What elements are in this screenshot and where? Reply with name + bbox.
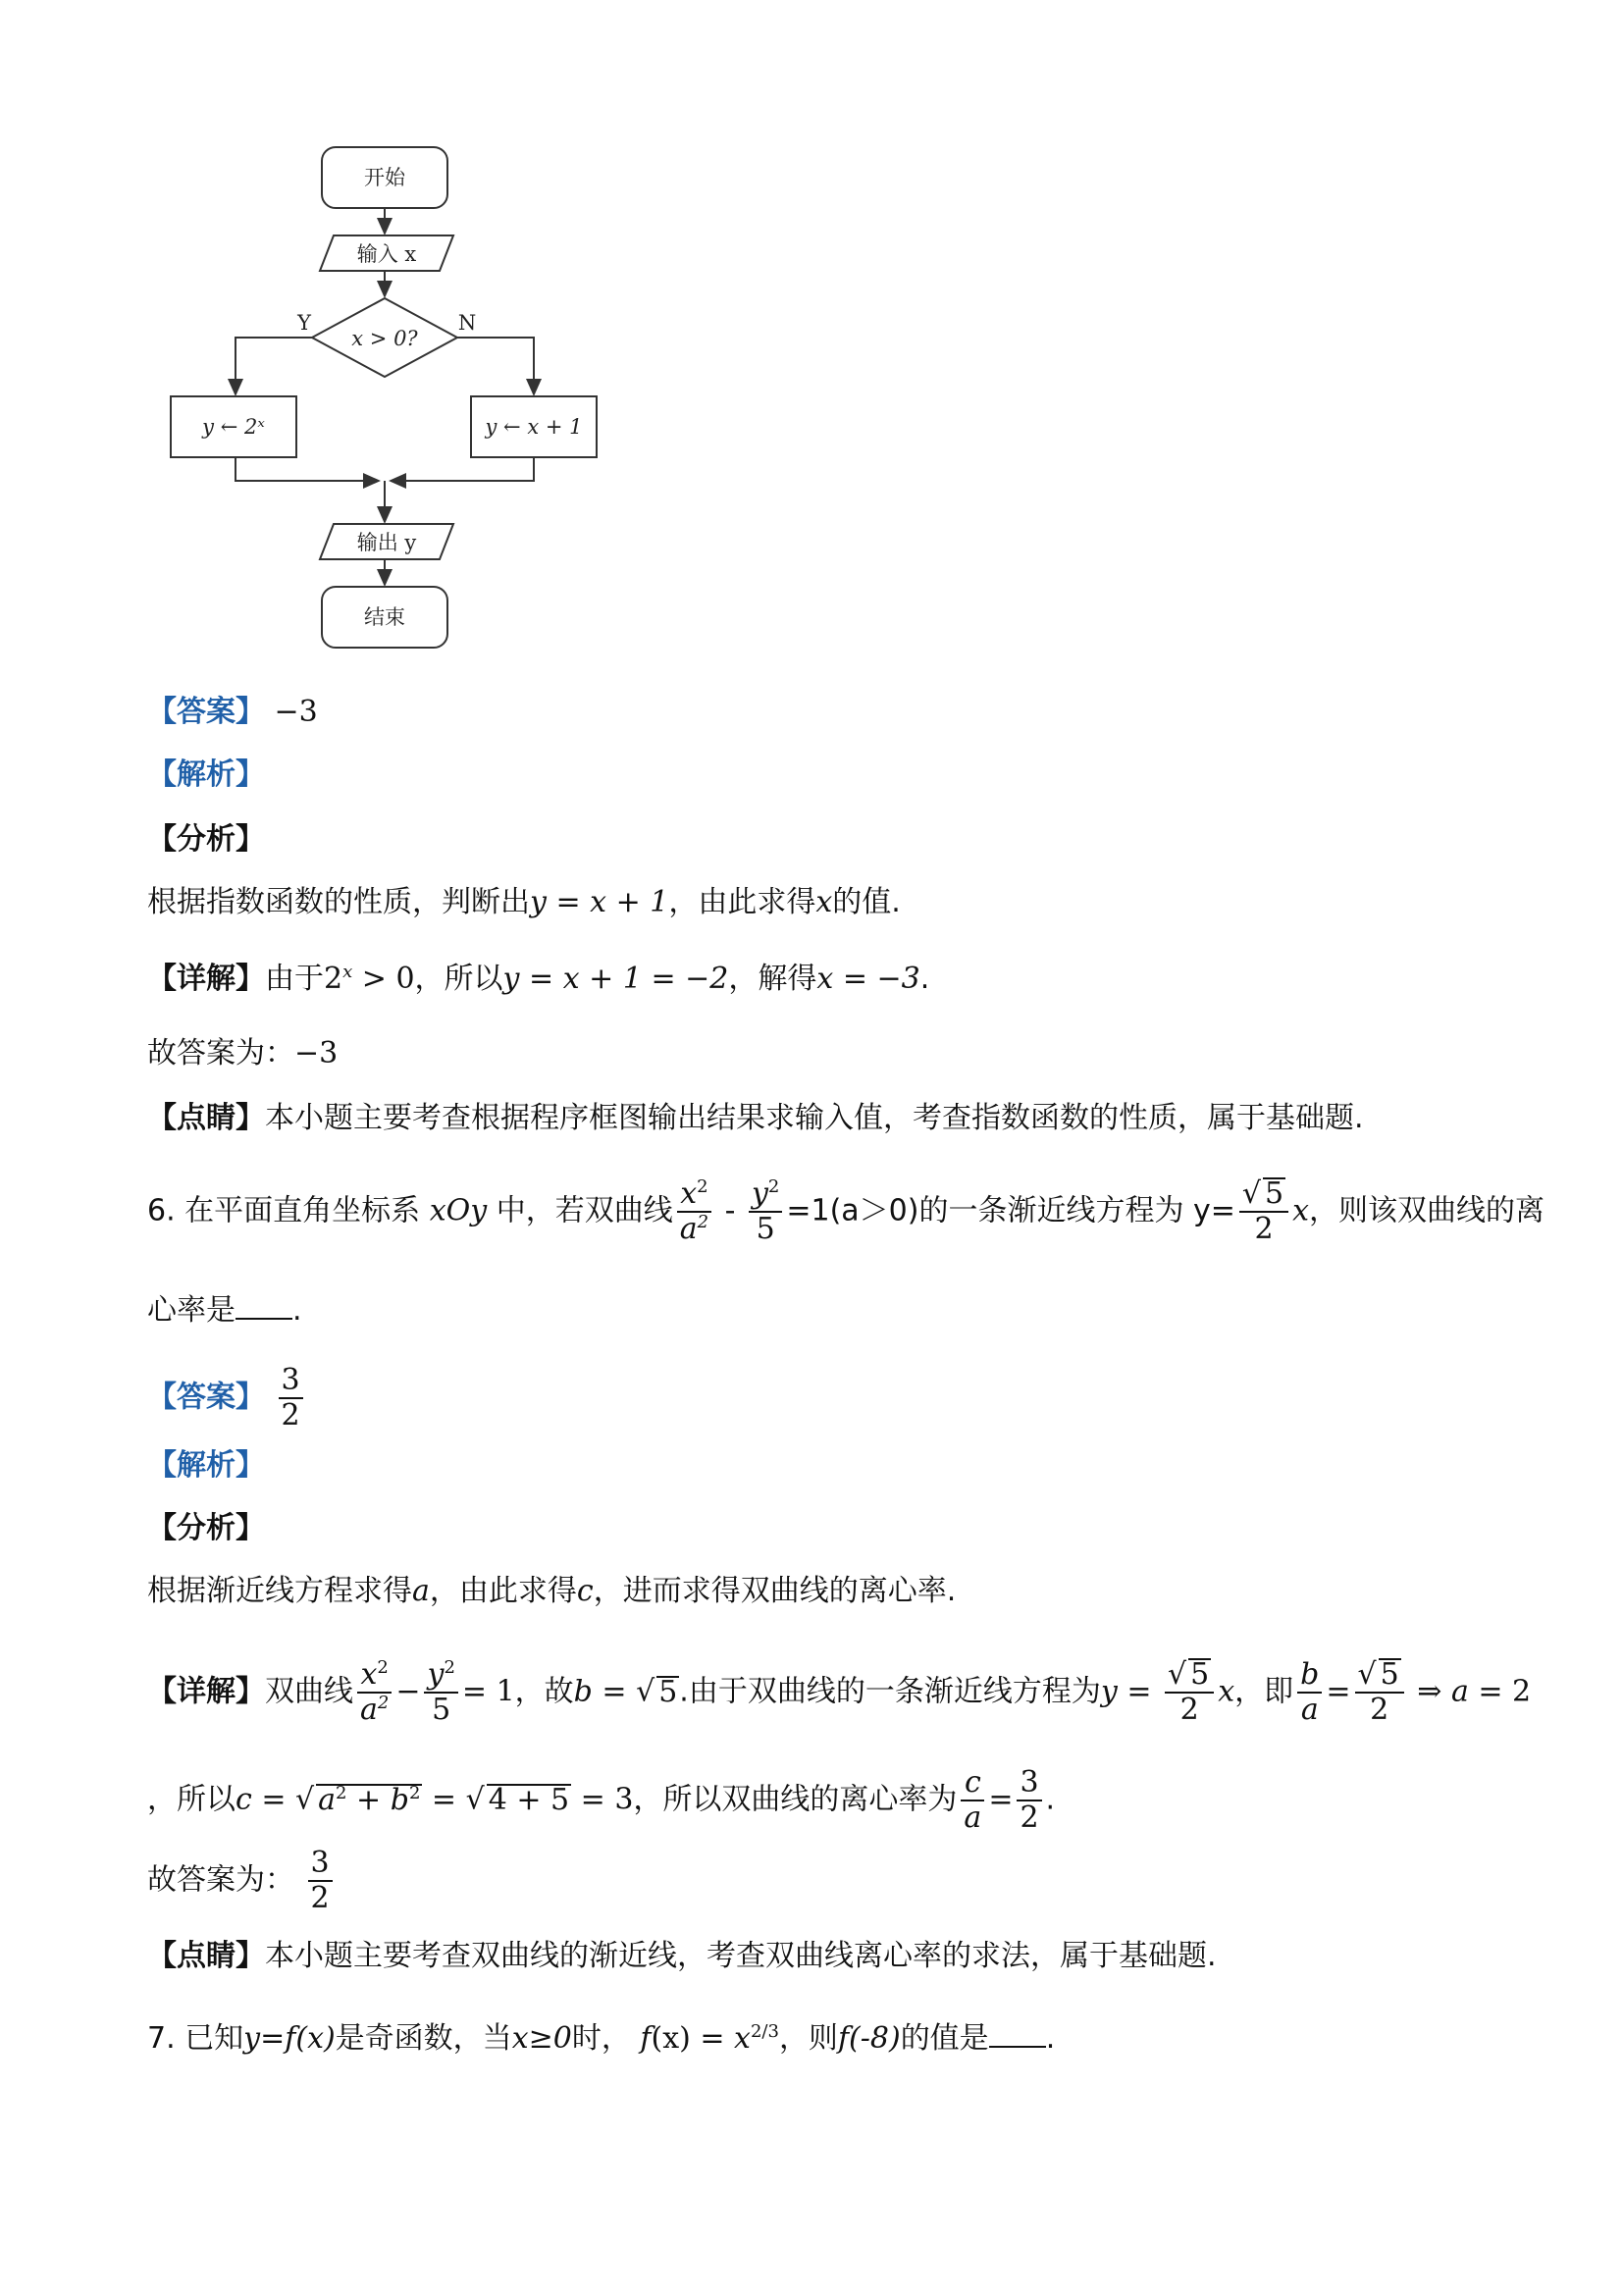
q6-answer: 【答案】 $\frac{3}{2}$ <box>147 1364 307 1433</box>
q5-remark: 【点睛】本小题主要考查根据程序框图输出结果求输入值，考查指数函数的性质，属于基础题. <box>147 1101 1364 1135</box>
q5-conclusion: 故答案为：−3 <box>147 1036 339 1070</box>
flow-yes-branch-label: Y <box>297 311 311 335</box>
flow-input-label: 输入 x <box>356 242 417 266</box>
flow-yes-assign-label: y ← 2ˣ <box>202 415 265 439</box>
q6-fenxi-text: 根据渐近线方程求得a，由此求得c，进而求得双曲线的离心率. <box>147 1574 957 1608</box>
answer-blank <box>989 2020 1046 2048</box>
flowchart <box>157 137 628 667</box>
answer-blank <box>236 1292 292 1320</box>
q5-fenxi-text: 根据指数函数的性质，判断出y = x + 1，由此求得x的值. <box>147 885 901 919</box>
flow-start-label: 开始 <box>364 166 405 189</box>
q5-detail: 【详解】由于$2^x > 0$，所以y = x + 1 = −2，解得x = −3. <box>147 962 930 996</box>
q5-fenxi-heading: 【分析】 <box>147 822 265 857</box>
q7-question: 7. 已知y=f(x)是奇函数，当x≥0时， $f(x) = x^{2/3}$，则f(-8)的值是 . <box>147 2021 1056 2056</box>
q6-detail: 【详解】双曲线 $\frac{x^2}{a^2}$ − $\frac{y^2}{5}$ = 1，故b = √ 5.由于双曲线的一条渐近线方程为y = $\frac{√ 5}{2}$ x，即 $\frac{b}{a}$ = $\frac{√ 5}{2}$ ⇒ a = 2 <box>147 1657 1532 1727</box>
q6-question: 6. 在平面直角坐标系 xOy 中，若双曲线 $\frac{x^2}{a^2}$ - $\frac{y^2}{5}$ =1(a＞0)的一条渐近线方程为 y= $\frac{√ 5}{2}$ x，则该双曲线的离 <box>147 1176 1545 1246</box>
q5-answer: 【答案】 −3 <box>147 695 318 729</box>
q6-question-cont: 心率是 . <box>147 1293 302 1328</box>
flow-decision-label: x > 0? <box>351 327 418 350</box>
flow-end-label: 结束 <box>364 605 405 629</box>
q6-remark: 【点睛】本小题主要考查双曲线的渐近线，考查双曲线离心率的求法，属于基础题. <box>147 1939 1217 1973</box>
flow-no-branch-label: N <box>457 311 477 335</box>
flow-no-assign-label: y ← x + 1 <box>485 415 583 439</box>
q6-fenxi-heading: 【分析】 <box>147 1511 265 1545</box>
q6-conclusion: 故答案为： $\frac{3}{2}$ <box>147 1847 337 1915</box>
q5-analysis-heading: 【解析】 <box>147 757 265 792</box>
flow-output-label: 输出 y <box>356 531 417 554</box>
q6-analysis-heading: 【解析】 <box>147 1448 265 1483</box>
q6-detail-cont: ，所以c = √ $a^2 + b^2$ = √ 4 + 5 = 3，所以双曲线的离心率为 $\frac{c}{a}$ = $\frac{3}{2}$ . <box>147 1765 1056 1835</box>
